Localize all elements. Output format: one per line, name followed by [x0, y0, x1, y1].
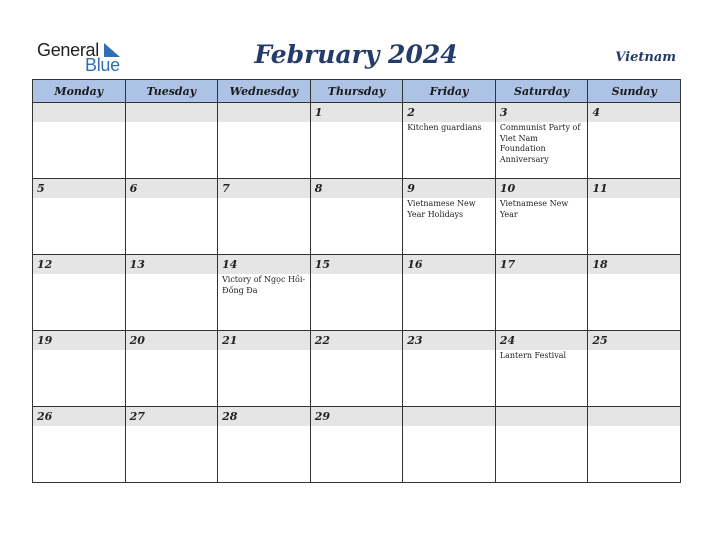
day-cell [125, 103, 218, 179]
day-number: 17 [496, 255, 588, 274]
day-number: 25 [588, 331, 680, 350]
holiday-event: Lantern Festival [499, 351, 567, 360]
day-cell [403, 255, 496, 331]
weekday-header: Wednesday [218, 80, 311, 103]
day-cell [125, 255, 218, 331]
holiday-event: Vietnamese New Year Holidays [407, 199, 476, 219]
day-number: 3 [496, 103, 588, 122]
day-cell [495, 103, 588, 179]
day-cell [125, 407, 218, 483]
day-number: 22 [311, 331, 403, 350]
day-cell [495, 331, 588, 407]
day-cell [33, 331, 126, 407]
logo-text-general: General [37, 40, 99, 60]
day-cell [403, 179, 496, 255]
week-row [33, 103, 681, 179]
day-cell [33, 103, 126, 179]
holiday-event: Vietnamese New Year [499, 199, 569, 219]
day-number: 10 [496, 179, 588, 198]
day-number: 24 [496, 331, 588, 350]
day-cell [495, 407, 588, 483]
day-number [496, 407, 588, 426]
day-number: 27 [126, 407, 218, 426]
country-label: Vietnam [615, 50, 676, 65]
day-cell [403, 407, 496, 483]
weekday-header: Tuesday [125, 80, 218, 103]
day-cell [218, 103, 311, 179]
weekday-header: Thursday [310, 80, 403, 103]
holiday-event: Kitchen guardians [407, 123, 482, 132]
day-cell [310, 331, 403, 407]
day-number: 12 [33, 255, 125, 274]
day-number: 19 [33, 331, 125, 350]
day-number: 8 [311, 179, 403, 198]
day-cell [588, 103, 681, 179]
day-number: 1 [311, 103, 403, 122]
day-cell [588, 331, 681, 407]
day-cell [310, 255, 403, 331]
week-row [33, 179, 681, 255]
weekday-header: Sunday [588, 80, 681, 103]
day-number: 13 [126, 255, 218, 274]
day-cell [218, 331, 311, 407]
day-cell [125, 331, 218, 407]
day-number: 2 [403, 103, 495, 122]
calendar-body [33, 103, 681, 483]
weekday-header: Saturday [495, 80, 588, 103]
day-number: 26 [33, 407, 125, 426]
weekday-header: Monday [33, 80, 126, 103]
day-number: 6 [126, 179, 218, 198]
day-number: 11 [588, 179, 680, 198]
day-cell [33, 179, 126, 255]
weekday-header: Friday [403, 80, 496, 103]
day-number [218, 103, 310, 122]
day-number: 21 [218, 331, 310, 350]
holiday-event: Victory of Ngọc Hồi-Đống Đa [222, 275, 306, 295]
day-cell [588, 407, 681, 483]
day-number: 28 [218, 407, 310, 426]
day-number: 29 [311, 407, 403, 426]
day-cell [495, 255, 588, 331]
day-cell [218, 407, 311, 483]
day-number: 20 [126, 331, 218, 350]
day-cell [403, 103, 496, 179]
day-cell [310, 103, 403, 179]
day-cell [403, 331, 496, 407]
weekday-header-row [33, 80, 681, 103]
day-cell [33, 407, 126, 483]
day-cell [218, 255, 311, 331]
calendar-title: February 2024 [254, 40, 458, 69]
day-cell [33, 255, 126, 331]
day-number: 14 [218, 255, 310, 274]
day-number [126, 103, 218, 122]
day-number [403, 407, 495, 426]
day-number: 9 [403, 179, 495, 198]
week-row [33, 331, 681, 407]
day-number: 18 [588, 255, 680, 274]
day-cell [310, 407, 403, 483]
day-cell [495, 179, 588, 255]
day-number [588, 407, 680, 426]
day-number: 7 [218, 179, 310, 198]
logo-text-blue: Blue [85, 55, 120, 75]
day-cell [310, 179, 403, 255]
day-number: 5 [33, 179, 125, 198]
calendar-grid [32, 79, 681, 483]
day-cell [218, 179, 311, 255]
day-number [33, 103, 125, 122]
holiday-event: Communist Party of Viet Nam Foundation Anniversary [499, 123, 581, 164]
day-number: 4 [588, 103, 680, 122]
week-row [33, 255, 681, 331]
day-cell [125, 179, 218, 255]
day-cell [588, 179, 681, 255]
week-row [33, 407, 681, 483]
day-number: 15 [311, 255, 403, 274]
day-number: 23 [403, 331, 495, 350]
day-cell [588, 255, 681, 331]
day-number: 16 [403, 255, 495, 274]
